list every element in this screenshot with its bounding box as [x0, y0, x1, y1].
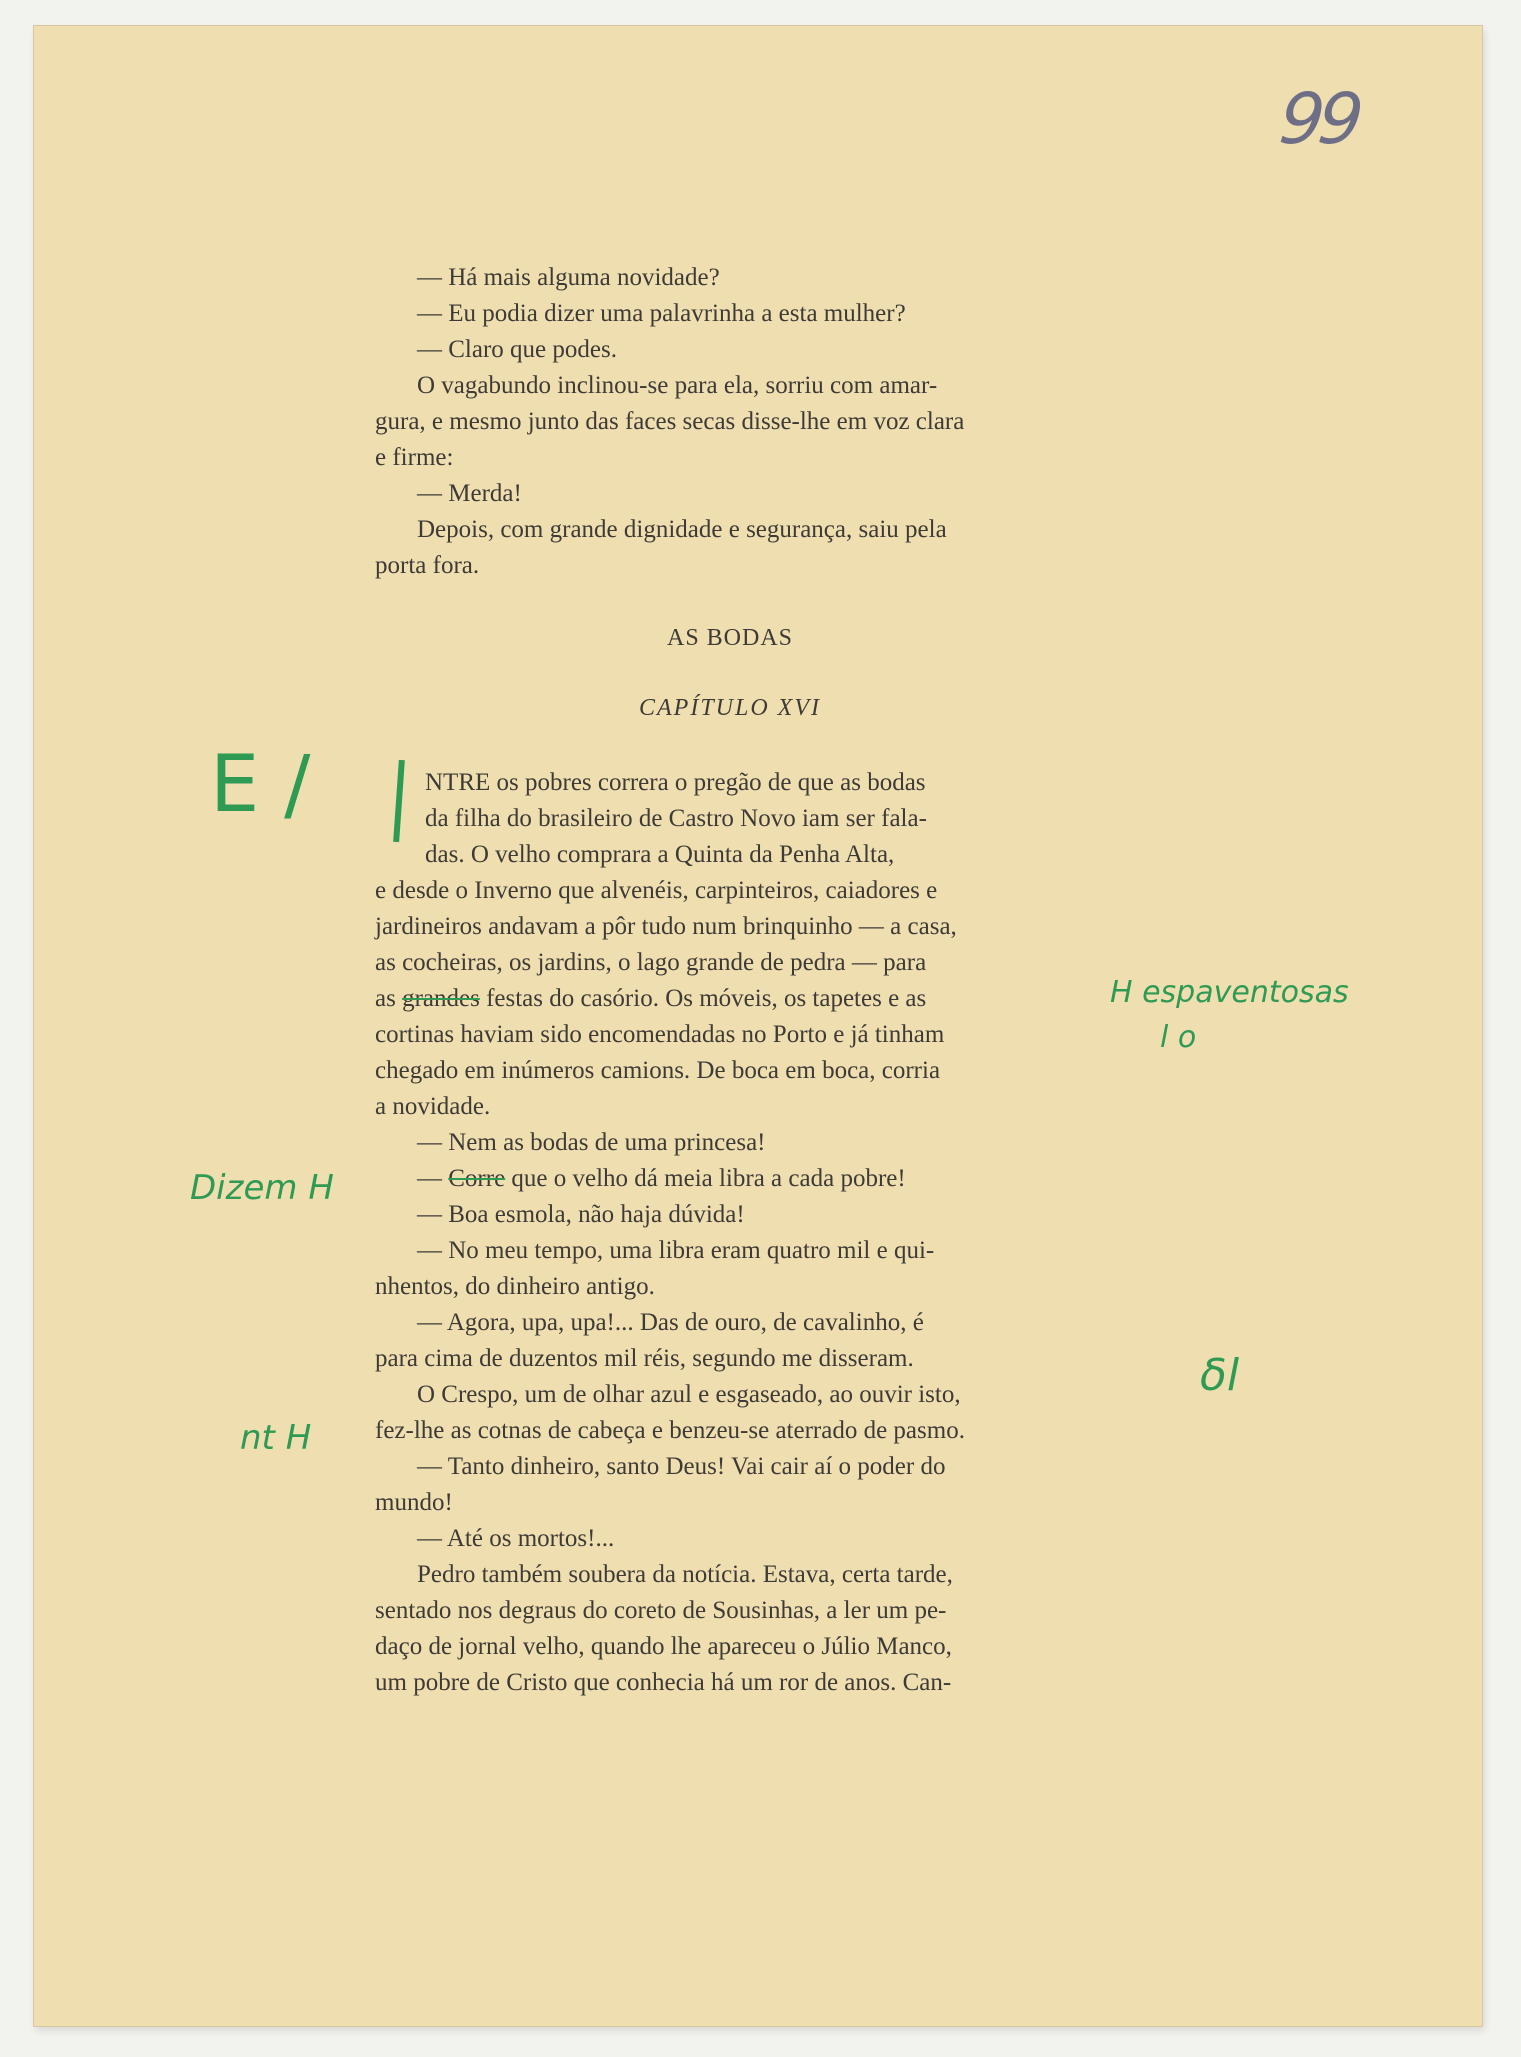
text-line: e desde o Inverno que alvenéis, carpinteiros, caiadores e	[375, 877, 938, 904]
margin-note-sub: l o	[1160, 1020, 1197, 1055]
text-line: — Tanto dinheiro, santo Deus! Vai cair aí o poder do	[417, 1453, 946, 1480]
text-line: jardineiros andavam a pôr tudo num brinquinho — a casa,	[375, 913, 957, 940]
text-line: cortinas haviam sido encomendadas no Porto e já tinham	[375, 1021, 945, 1048]
text-fragment: que o velho dá meia libra a cada pobre!	[511, 1165, 906, 1192]
text-line: daço de jornal velho, quando lhe apareceu o Júlio Manco,	[375, 1633, 952, 1660]
text-line: — Nem as bodas de uma princesa!	[417, 1129, 766, 1156]
text-line: — Eu podia dizer uma palavrinha a esta mulher?	[417, 300, 906, 327]
text-line: O Crespo, um de olhar azul e esgaseado, ao ouvir isto,	[417, 1381, 961, 1408]
text-line: nhentos, do dinheiro antigo.	[375, 1273, 655, 1300]
text-line: — No meu tempo, uma libra eram quatro mil e qui-	[417, 1237, 935, 1264]
margin-note-dizem: Dizem H	[190, 1168, 334, 1208]
text-line: fez-lhe as cotnas de cabeça e benzeu-se aterrado de pasmo.	[375, 1417, 965, 1444]
text-line: Pedro também soubera da notícia. Estava, certa tarde,	[417, 1561, 953, 1588]
text-line: as cocheiras, os jardins, o lago grande de pedra — para	[375, 949, 927, 976]
text-fragment: as	[375, 985, 396, 1012]
text-line: da filha do brasileiro de Castro Novo iam ser fala-	[425, 805, 927, 832]
text-line: para cima de duzentos mil réis, segundo me disseram.	[375, 1345, 914, 1372]
struck-word: grandes	[402, 985, 480, 1012]
folio-number: 99	[1275, 78, 1362, 160]
struck-word: Corre	[448, 1165, 506, 1192]
text-line: sentado nos degraus do coreto de Sousinhas, a ler um pe-	[375, 1597, 947, 1624]
margin-note-e: E /	[210, 740, 311, 830]
text-line: chegado em inúmeros camions. De boca em boca, corria	[375, 1057, 941, 1084]
text-fragment: —	[417, 1165, 442, 1192]
page-text	[375, 260, 1085, 1696]
margin-note-delta: δl	[1200, 1350, 1240, 1401]
text-line: — Claro que podes.	[417, 336, 617, 363]
text-line: — Há mais alguma novidade?	[417, 264, 720, 291]
margin-note-espaventosas: H espaventosas	[1110, 975, 1349, 1010]
text-line: gura, e mesmo junto das faces secas disse-lhe em voz clara	[375, 408, 965, 435]
text-line: — Boa esmola, não haja dúvida!	[417, 1201, 745, 1228]
section-title: AS BODAS	[666, 625, 794, 651]
text-line: um pobre de Cristo que conhecia há um ror de anos. Can-	[375, 1669, 952, 1696]
text-line: das. O velho comprara a Quinta da Penha Alta,	[425, 841, 895, 868]
text-line: a novidade.	[375, 1093, 491, 1120]
chapter-title: CAPÍTULO XVI	[639, 695, 821, 721]
text-line	[375, 1161, 1085, 1197]
text-fragment: festas do casório. Os móveis, os tapetes e as	[486, 985, 927, 1012]
text-line	[375, 981, 1085, 1017]
text-line: — Agora, upa, upa!... Das de ouro, de cavalinho, é	[417, 1309, 924, 1336]
text-line: O vagabundo inclinou-se para ela, sorriu com amar-	[417, 372, 938, 399]
text-line: NTRE os pobres correra o pregão de que as bodas	[425, 769, 926, 796]
text-line: — Até os mortos!...	[417, 1525, 615, 1552]
chapter-body	[375, 765, 1085, 1701]
text-line: Depois, com grande dignidade e segurança, saiu pela	[417, 516, 947, 543]
margin-note-nt: nt H	[240, 1418, 312, 1458]
text-line: mundo!	[375, 1489, 453, 1516]
text-line: — Merda!	[417, 480, 522, 507]
text-line: e firme:	[375, 444, 454, 471]
text-line: porta fora.	[375, 552, 480, 579]
